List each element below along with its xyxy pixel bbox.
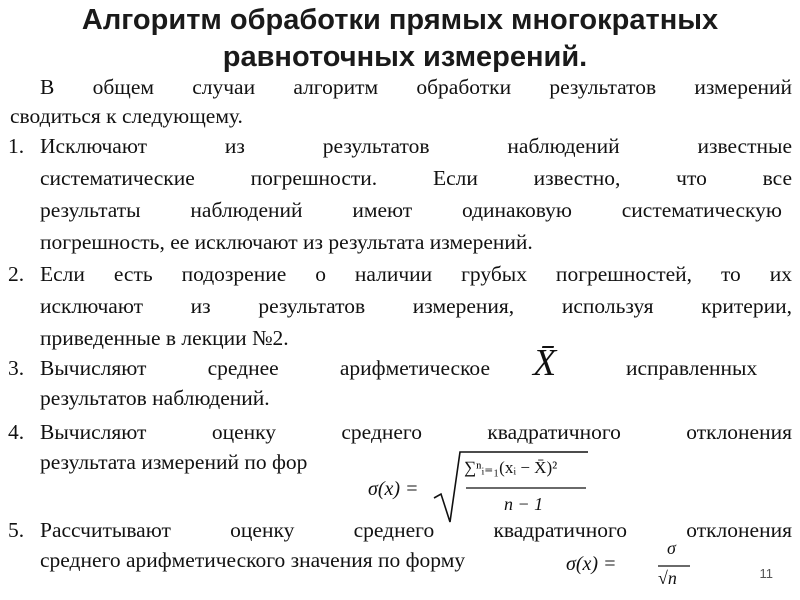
item-1-line-2: систематические погрешности. Если известно, что все bbox=[40, 166, 792, 190]
item-2-number: 2. bbox=[8, 262, 25, 286]
item-4-number: 4. bbox=[8, 420, 25, 444]
fraction-bar-icon bbox=[566, 540, 706, 596]
sigma-mean-label: σ(x) = bbox=[566, 553, 617, 575]
item-1-number: 1. bbox=[8, 134, 25, 158]
item-3-number: 3. bbox=[8, 356, 25, 380]
item-2-line-2: исключают из результатов измерения, используя критерии, bbox=[40, 294, 792, 318]
page-title bbox=[0, 2, 800, 76]
intro-line-2: сводиться к следующему. bbox=[10, 104, 243, 128]
item-3-line-1: Вычисляют среднее арифметическое bbox=[40, 356, 490, 380]
sigma-x-label: σ(x) = bbox=[368, 478, 419, 500]
item-5-line-2: среднего арифметического значения по форму bbox=[40, 548, 466, 572]
item-4-line-2: результата измерений по фор bbox=[40, 450, 308, 474]
item-5-line-1: Рассчитывают оценку среднего квадратичного отклонения bbox=[40, 518, 792, 542]
page-number: 11 bbox=[759, 566, 773, 581]
sigma-mean-denominator: √n bbox=[658, 568, 677, 588]
title-line-1: Алгоритм обработки прямых многократных bbox=[81, 4, 719, 36]
item-4-line-1: Вычисляют оценку среднего квадратичного отклонения bbox=[40, 420, 792, 444]
item-1-line-3: результаты наблюдений имеют одинаковую систематическую bbox=[40, 198, 782, 222]
sigma-mean-numerator: σ bbox=[667, 538, 676, 558]
sum-numerator: ∑ⁿᵢ₌₁(xᵢ − X̄)² bbox=[464, 458, 558, 477]
item-1-line-4: погрешность, ее исключают из результата измерений. bbox=[40, 230, 533, 254]
intro-line-1: В общем случаи алгоритм обработки результатов измерений bbox=[40, 75, 792, 99]
item-2-line-1: Если есть подозрение о наличии грубых погрешностей, то их bbox=[40, 262, 792, 286]
item-5-number: 5. bbox=[8, 518, 25, 542]
item-2-line-3: приведенные в лекции №2. bbox=[40, 326, 289, 350]
mean-std-formula bbox=[566, 540, 706, 596]
item-1-line-1: Исключают из результатов наблюдений известные bbox=[40, 134, 792, 158]
item-3-line-2: исправленных bbox=[626, 356, 758, 380]
item-3-line-3: результатов наблюдений. bbox=[40, 386, 270, 410]
sum-denominator: n − 1 bbox=[504, 494, 544, 514]
title-line-2: равноточных измерений. bbox=[222, 41, 588, 73]
std-dev-formula bbox=[368, 448, 590, 526]
xbar-symbol: X̄ bbox=[533, 342, 557, 384]
